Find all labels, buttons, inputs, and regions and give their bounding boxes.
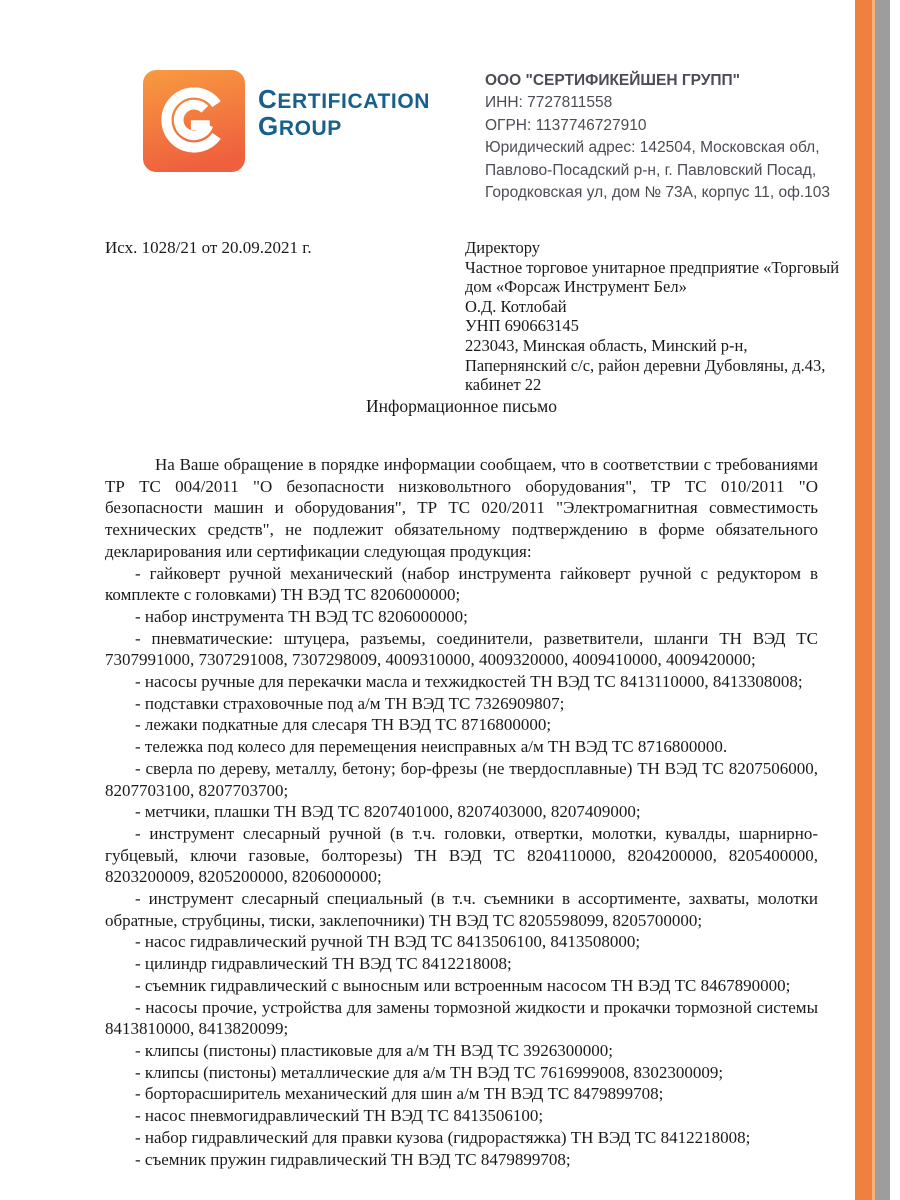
right-gray-stripe	[875, 0, 890, 1200]
company-info-line: Городковская ул, дом № 73А, корпус 11, оф.103	[485, 184, 831, 202]
company-info-line: ОГРН: 1137746727910	[485, 116, 647, 134]
right-orange-stripe	[855, 0, 875, 1200]
product-list-item: - инструмент слесарный специальный (в т.ч. съемники в ассортименте, захваты, молотки обратные, струбцины, тиски, заклепочники) ТН ВЭД ТС 8205598099, 8205700000;	[105, 889, 818, 930]
letter-title: Информационное письмо	[366, 396, 557, 416]
letter-intro: На Ваше обращение в порядке информации сообщаем, что в соответствии с требованиями ТР ТС 004/2011 "О безопасности низковольтного оборудования", ТР ТС 010/2011 "О безопасности машин и оборудования", ТР ТС 020/2011 "Электромагнитная совместимость технических средств", не подлежит обязательному подтверждению в форме обязательного декларирования или сертификации следующая продукция:	[105, 455, 818, 561]
product-list-item: - насосы ручные для перекачки масла и техжидкостей ТН ВЭД ТС 8413110000, 8413308008;	[135, 672, 803, 692]
addressee-line: кабинет 22	[465, 375, 542, 395]
brand-wordmark-line1: CERTIFICATION	[258, 84, 431, 114]
company-info-line: Юридический адрес: 142504, Московская обл,	[485, 139, 820, 157]
product-list-item: - набор инструмента ТН ВЭД ТС 8206000000;	[135, 606, 468, 626]
product-list-item: - метчики, плашки ТН ВЭД ТС 8207401000, 8207403000, 8207409000;	[135, 802, 641, 822]
addressee-line: О.Д. Котлобай	[465, 296, 567, 316]
company-info-line: Павлово-Посадский р-н, г. Павловский Посад,	[485, 161, 817, 179]
product-list-item: - насос гидравлический ручной ТН ВЭД ТС 8413506100, 8413508000;	[135, 932, 641, 952]
product-list-item: - цилиндр гидравлический ТН ВЭД ТС 8412218008;	[135, 954, 512, 974]
addressee-line: дом «Форсаж Инструмент Бел»	[465, 277, 687, 297]
product-list-item: - гайковерт ручной механический (набор инструмента гайковерт ручной с редуктором в комплекте с головками) ТН ВЭД ТС 8206000000;	[105, 563, 818, 605]
product-list-item: - насос пневмогидравлический ТН ВЭД ТС 8413506100;	[135, 1106, 544, 1126]
addressee-line: Частное торговое унитарное предприятие «Торговый	[465, 257, 840, 277]
product-list-item: - набор гидравлический для правки кузова (гидрорастяжка) ТН ВЭД ТС 8412218008;	[135, 1127, 751, 1147]
product-list-item: - съемник пружин гидравлический ТН ВЭД ТС 8479899708;	[135, 1149, 571, 1169]
product-list-item: - инструмент слесарный ручной (в т.ч. головки, отвертки, молотки, кувалды, шарнирно-губцевый, ключи газовые, болторезы) ТН ВЭД ТС 8204110000, 8204200000, 8205400000, 8203200009, 8205200000, 8206000000;	[105, 823, 818, 887]
letter-body	[105, 454, 818, 1170]
product-list-item: - насосы прочие, устройства для замены тормозной жидкости и прокачки тормозной системы 8413810000, 8413820099;	[105, 997, 818, 1039]
product-list-item: - тележка под колесо для перемещения неисправных а/м ТН ВЭД ТС 8716800000.	[135, 737, 728, 757]
addressee-line: 223043, Минская область, Минский р-н,	[465, 335, 748, 355]
product-list-item: - клипсы (пистоны) пластиковые для а/м ТН ВЭД ТС 3926300000;	[135, 1040, 614, 1060]
brand-wordmark-line2: GROUP	[258, 111, 342, 141]
brand-wordmark	[258, 84, 431, 141]
outgoing-reference: Исх. 1028/21 от 20.09.2021 г.	[105, 238, 312, 257]
addressee-line: Директору	[465, 238, 540, 257]
product-list-item: - подставки страховочные под а/м ТН ВЭД ТС 7326909807;	[135, 693, 565, 713]
product-list	[105, 563, 818, 1171]
product-list-item: - клипсы (пистоны) металлические для а/м ТН ВЭД ТС 7616999008, 8302300009;	[135, 1062, 724, 1082]
product-list-item: - лежаки подкатные для слесаря ТН ВЭД ТС 8716800000;	[135, 715, 552, 735]
product-list-item: - борторасширитель механический для шин а/м ТН ВЭД ТС 8479899708;	[135, 1084, 664, 1104]
product-list-item: - сверла по дереву, металлу, бетону; бор-фрезы (не твердосплавные) ТН ВЭД ТС 8207506000, 8207703100, 8207703700;	[105, 758, 818, 800]
product-list-item: - съемник гидравлический с выносным или встроенным насосом ТН ВЭД ТС 8467890000;	[135, 975, 791, 995]
cg-monogram-icon	[143, 70, 245, 172]
company-name: ООО "СЕРТИФИКЕЙШЕН ГРУПП"	[485, 72, 741, 89]
addressee-block	[465, 238, 865, 395]
company-info-lines	[485, 92, 857, 204]
product-list-item: - пневматические: штуцера, разъемы, соединители, разветвители, шланги ТН ВЭД ТС 7307991000, 7307291008, 7307298009, 4009310000, 4009320000, 4009410000, 4009420000;	[105, 628, 818, 670]
brand-logo	[143, 70, 245, 172]
addressee-line: Папернянский с/с, район деревни Дубовляны, д.43,	[465, 355, 826, 375]
company-info-line: ИНН: 7727811558	[485, 94, 613, 112]
addressee-line: УНП 690663145	[465, 316, 579, 336]
company-info	[485, 70, 857, 204]
